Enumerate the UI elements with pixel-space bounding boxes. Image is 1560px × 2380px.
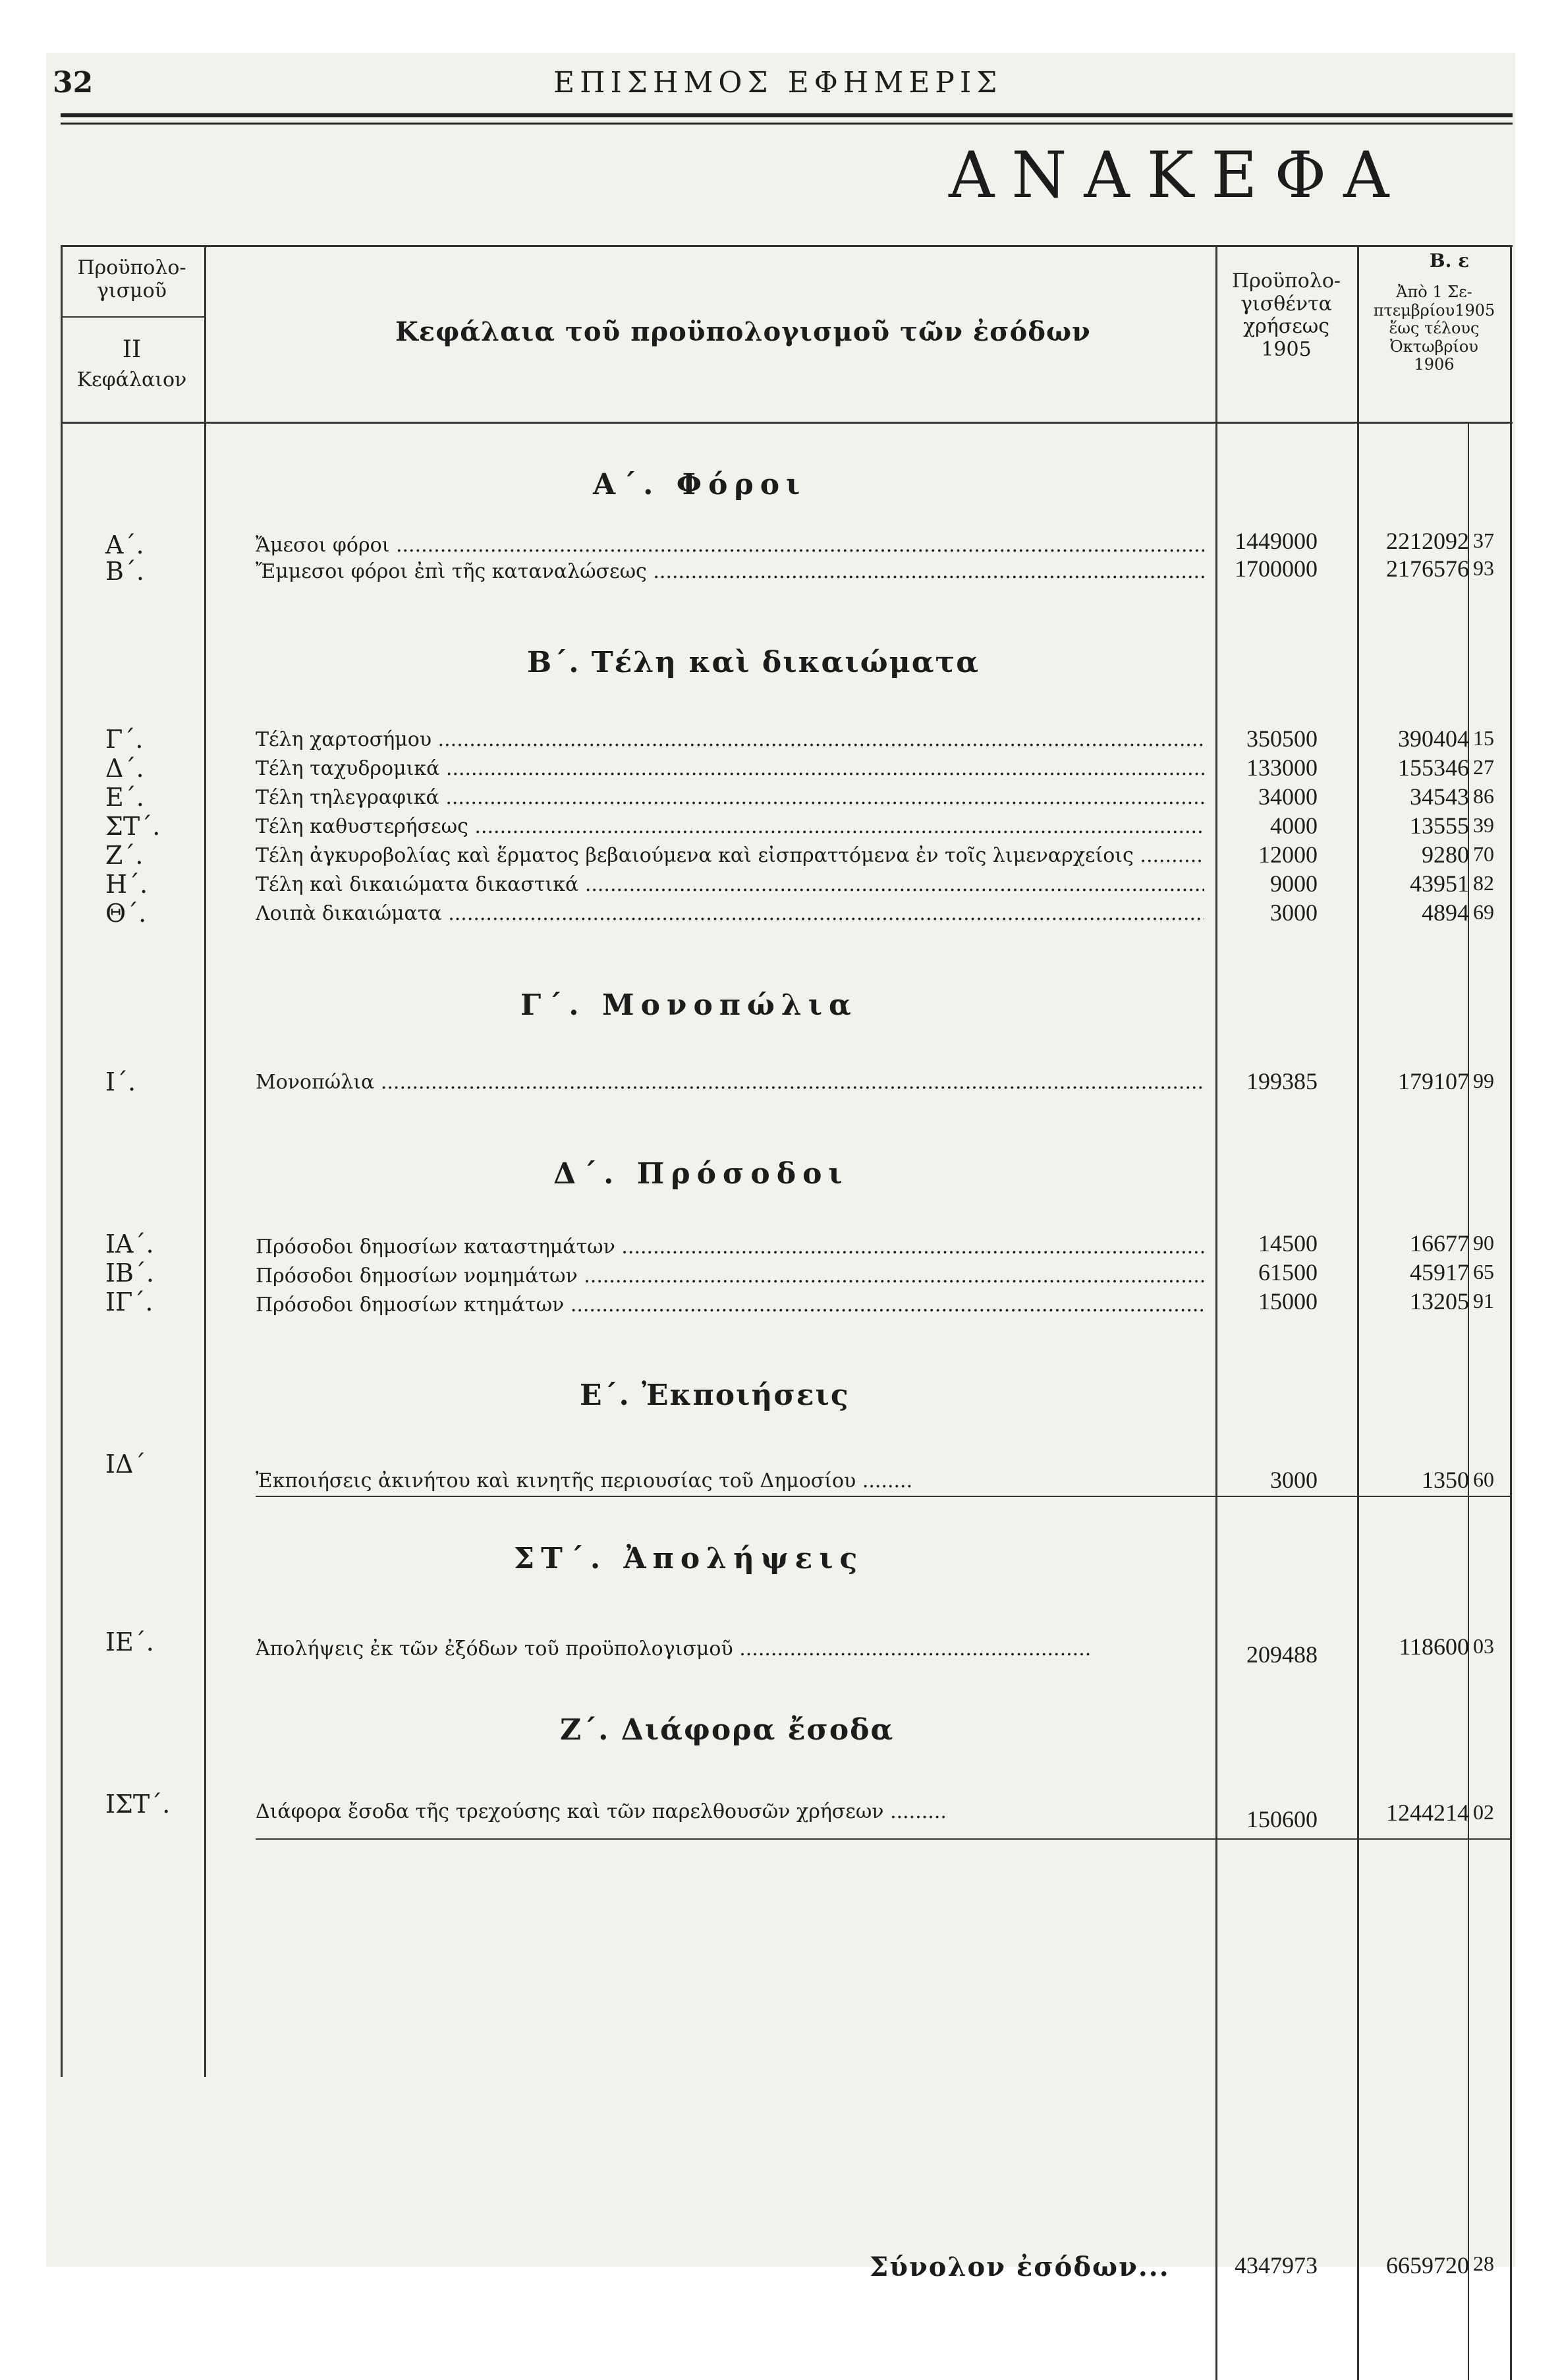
actual-cents: 70: [1473, 842, 1494, 866]
col-period-mark: Β. ε: [1429, 250, 1470, 271]
row-description: Λοιπὰ δικαιώματα .....: [256, 902, 1204, 925]
row-description: Ἔμμεσοι φόροι ἐπὶ τῆς καταναλώσεως .....: [256, 560, 1204, 583]
budget-value: 209488: [1246, 1641, 1318, 1668]
col-forecast-header: Προϋπολο- γισθέντα χρήσεως 1905: [1231, 269, 1341, 361]
row-number: ΙΕ΄.: [105, 1628, 154, 1657]
actual-cents: 03: [1473, 1634, 1494, 1658]
row-number: Ι΄.: [105, 1067, 136, 1096]
table-head-rule: [61, 422, 1513, 424]
actual-value: 4894: [1422, 899, 1469, 926]
actual-value: 118600: [1399, 1633, 1469, 1660]
page-number: 32: [53, 66, 94, 99]
actual-value: 179107: [1398, 1068, 1469, 1094]
row-description: Διάφορα ἔσοδα τῆς τρεχούσης καὶ τῶν παρελθουσῶν χρήσεων .....: [256, 1800, 947, 1823]
col-budget-header: Προϋπολο- γισμοῦ: [77, 256, 186, 302]
actual-cents: 91: [1473, 1289, 1494, 1313]
row-number: ΙΣΤ΄.: [105, 1790, 171, 1819]
row-number: Η΄.: [105, 870, 148, 899]
actual-value: 2176576: [1386, 555, 1469, 582]
total-label: Σύνολον ἐσόδων...: [870, 2252, 1170, 2282]
actual-value: 1350: [1422, 1467, 1469, 1493]
table-right-border: [1510, 245, 1512, 2380]
budget-value: 14500: [1258, 1230, 1318, 1257]
running-title: ΕΠΙΣΗΜΟΣ ΕΦΗΜΕΡΙΣ: [553, 66, 1003, 99]
actual-value: 2212092: [1386, 528, 1469, 554]
row-number: ΙΑ΄.: [105, 1230, 154, 1259]
table-top-rule: [61, 245, 1513, 247]
actual-value: 9280: [1422, 841, 1469, 868]
section-title: Ζ΄. Διάφορα ἔσοδα: [560, 1713, 895, 1747]
actual-cents: 15: [1473, 726, 1494, 750]
actual-value: 155346: [1398, 754, 1469, 781]
budget-value: 9000: [1270, 870, 1318, 897]
budget-value: 150600: [1246, 1806, 1318, 1832]
row-number: ΣΤ΄.: [105, 812, 161, 841]
section-title: Α΄. Φόροι: [593, 468, 807, 501]
row-number: Θ΄.: [105, 899, 147, 928]
budget-value: 350500: [1246, 725, 1318, 752]
budget-value: 3000: [1270, 1467, 1318, 1493]
total-actual: 6659720: [1386, 2252, 1469, 2279]
row-description: Τέλη τηλεγραφικά .....: [256, 786, 1204, 809]
actual-value: 34543: [1410, 783, 1469, 810]
section-title: Δ΄. Πρόσοδοι: [553, 1157, 849, 1191]
actual-cents: 39: [1473, 813, 1494, 837]
actual-value: 1244214: [1386, 1799, 1469, 1826]
row-description: Τέλη ταχυδρομικά .....: [256, 757, 1204, 780]
cents-divider: [1468, 422, 1469, 2380]
section-title: ΣΤ΄. Ἀπολήψεις: [514, 1542, 864, 1575]
row-description: Τέλη χαρτοσήμου .....: [256, 728, 1204, 751]
budget-value: 1700000: [1235, 555, 1318, 582]
main-heading: Κεφάλαια τοῦ προϋπολογισμοῦ τῶν ἐσόδων: [395, 316, 1091, 347]
actual-cents: 37: [1473, 528, 1494, 552]
row-description: Τέλη καθυστερήσεως .....: [256, 815, 1204, 838]
section-title: Γ΄. Μονοπώλια: [520, 988, 858, 1022]
budget-value: 61500: [1258, 1259, 1318, 1286]
actual-cents: 93: [1473, 556, 1494, 580]
row-number: Β΄.: [105, 557, 145, 586]
col-kefalaion-header: Κεφάλαιον: [76, 368, 187, 391]
row-number: ΙΔ΄: [105, 1450, 146, 1479]
row-description: Πρόσοδοι δημοσίων νομημάτων .....: [256, 1264, 1204, 1288]
row-number: ΙΒ΄.: [105, 1259, 155, 1288]
actual-cents: 65: [1473, 1260, 1494, 1284]
row-number: Ζ΄.: [105, 841, 144, 870]
row-number: ΙΓ΄.: [105, 1288, 153, 1317]
actual-cents: 86: [1473, 784, 1494, 808]
budget-value: 15000: [1258, 1288, 1318, 1315]
row-description: Τέλη ἀγκυροβολίας καὶ ἕρματος βεβαιούμενα καὶ εἰσπραττόμενα ἐν τοῖς λιμεναρχείοις .....: [256, 844, 1204, 867]
table-left-border: [61, 245, 63, 2077]
budget-value: 1449000: [1235, 528, 1318, 554]
actual-value: 45917: [1410, 1259, 1469, 1286]
row-number: Γ΄.: [105, 725, 144, 754]
actual-cents: 02: [1473, 1800, 1494, 1824]
actual-cents: 69: [1473, 900, 1494, 924]
row-number: Α΄.: [105, 530, 144, 559]
budget-value: 133000: [1246, 754, 1318, 781]
section-title: Ε΄. Ἐκποιήσεις: [580, 1378, 850, 1412]
col-budget-rule: [61, 316, 204, 318]
header-rule-thin: [61, 123, 1513, 125]
row-rule: [256, 1496, 1510, 1497]
section-title: Β΄. Τέλη καὶ δικαιώματα: [527, 646, 980, 679]
col-kefalaion-num: II: [122, 336, 142, 363]
actual-cents: 90: [1473, 1231, 1494, 1255]
actual-value: 13555: [1410, 812, 1469, 839]
budget-value: 12000: [1258, 841, 1318, 868]
row-description: Πρόσοδοι δημοσίων καταστημάτων .....: [256, 1235, 1204, 1259]
table-title: ΑΝΑΚΕΦΑ: [949, 138, 1407, 212]
budget-value: 34000: [1258, 783, 1318, 810]
budget-value: 199385: [1246, 1068, 1318, 1094]
col-divider-3: [1357, 245, 1359, 2380]
row-rule: [256, 1838, 1510, 1840]
total-actual-cents: 28: [1473, 2252, 1494, 2275]
row-number: Ε΄.: [105, 783, 144, 812]
actual-cents: 60: [1473, 1467, 1494, 1491]
header-rule: [61, 113, 1513, 117]
col-divider-1: [204, 245, 206, 2077]
actual-value: 390404: [1398, 725, 1469, 752]
row-description: Ἀπολήψεις ἐκ τῶν ἐξόδων τοῦ προϋπολογισμοῦ .....: [256, 1637, 1092, 1660]
actual-cents: 82: [1473, 871, 1494, 895]
row-description: Ἐκποιήσεις ἀκινήτου καὶ κινητῆς περιουσίας τοῦ Δημοσίου .....: [256, 1469, 914, 1492]
row-description: Τέλη καὶ δικαιώματα δικαστικά .....: [256, 873, 1204, 896]
total-budget: 4347973: [1235, 2252, 1318, 2279]
actual-value: 43951: [1410, 870, 1469, 897]
actual-cents: 27: [1473, 755, 1494, 779]
row-description: Ἄμεσοι φόροι .....: [256, 534, 1204, 557]
col-period-header: Ἀπὸ 1 Σε- πτεμβρίου1905 ἕως τέλους Ὀκτωβρίου 1906: [1373, 283, 1495, 374]
budget-value: 3000: [1270, 899, 1318, 926]
row-description: Πρόσοδοι δημοσίων κτημάτων .....: [256, 1293, 1204, 1317]
actual-value: 13205: [1410, 1288, 1469, 1315]
row-number: Δ΄.: [105, 754, 144, 783]
col-divider-2: [1215, 245, 1217, 2380]
actual-value: 16677: [1410, 1230, 1469, 1257]
budget-value: 4000: [1270, 812, 1318, 839]
row-description: Μονοπώλια .....: [256, 1071, 1204, 1094]
actual-cents: 99: [1473, 1069, 1494, 1092]
